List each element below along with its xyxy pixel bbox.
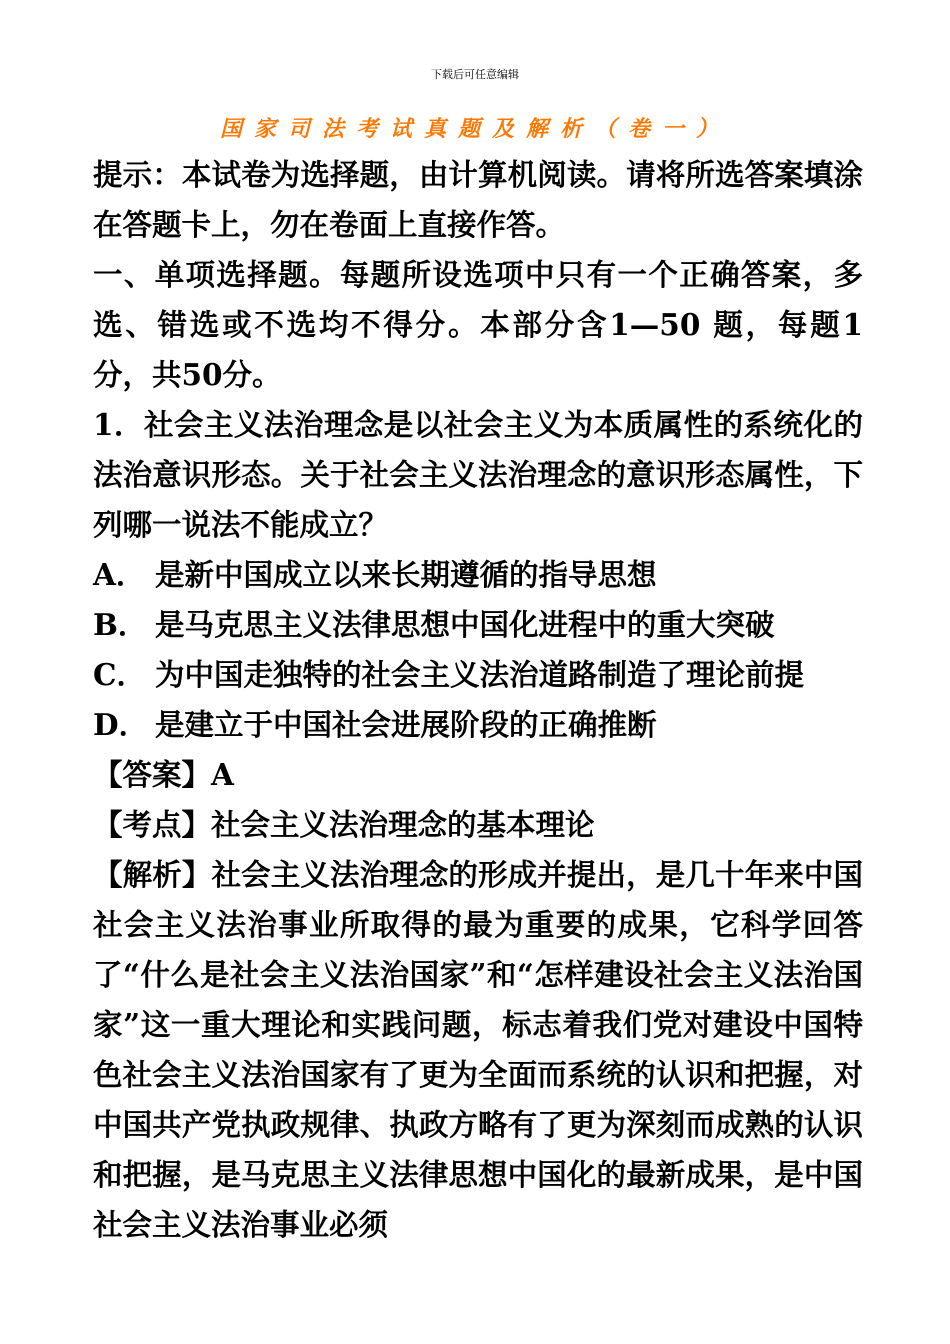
option-c-text: 为中国走独特的社会主义法治道路制造了理论前提: [155, 657, 805, 692]
answer-label: 【答案】: [93, 757, 212, 792]
option-c: [93, 650, 863, 700]
section-heading: 一、单项选择题。每题所设选项中只有一个正确答案，多选、错选或不选均不得分。本部分含1—50 题，每题1 分，共50分。: [93, 257, 863, 392]
analysis-label: 【解析】: [93, 857, 212, 892]
topic-line: [93, 800, 863, 850]
instructions-paragraph: 提示：本试卷为选择题，由计算机阅读。请将所选答案填涂在答题卡上，勿在卷面上直接作答。: [93, 157, 863, 242]
option-b: [93, 600, 863, 650]
question-stem-text: 社会主义法治理念是以社会主义为本质属性的系统化的法治意识形态。关于社会主义法治理念的意识形态属性，下列哪一说法不能成立？: [93, 407, 863, 542]
question-number: 1．: [93, 407, 144, 442]
header-note: 下载后可任意编辑: [431, 68, 519, 81]
option-a: [93, 550, 863, 600]
analysis-text: 社会主义法治理念的形成并提出，是几十年来中国社会主义法治事业所取得的最为重要的成果，它科学回答了“什么是社会主义法治国家”和“怎样建设社会主义法治国家”这一重大理论和实践问题，标志着我们党对建设中国特色社会主义法治国家有了更为全面而系统的认识和把握，对中国共产党执政规律、执政方略有了更为深刻而成熟的认识和把握，是马克思主义法律思想中国化的最新成果，是中国社会主义法治事业必须: [93, 857, 863, 1242]
option-d-letter: D．: [93, 707, 149, 742]
answer-value: A: [211, 757, 234, 792]
option-c-letter: C．: [93, 657, 146, 692]
option-a-letter: A．: [93, 557, 146, 592]
option-d: [93, 700, 863, 750]
document-title: 国家司法考试真题及解析（卷一）: [219, 116, 730, 142]
document-body: [93, 150, 863, 1250]
option-b-text: 是马克思主义法律思想中国化进程中的重大突破: [155, 607, 775, 642]
topic-label: 【考点】: [93, 807, 212, 842]
option-b-letter: B．: [93, 607, 148, 642]
analysis-paragraph: [93, 850, 863, 1250]
topic-value: 社会主义法治理念的基本理论: [211, 807, 595, 842]
option-a-text: 是新中国成立以来长期遵循的指导思想: [155, 557, 657, 592]
answer-line: [93, 750, 863, 800]
question-stem: [93, 400, 863, 550]
option-d-text: 是建立于中国社会进展阶段的正确推断: [155, 707, 657, 742]
